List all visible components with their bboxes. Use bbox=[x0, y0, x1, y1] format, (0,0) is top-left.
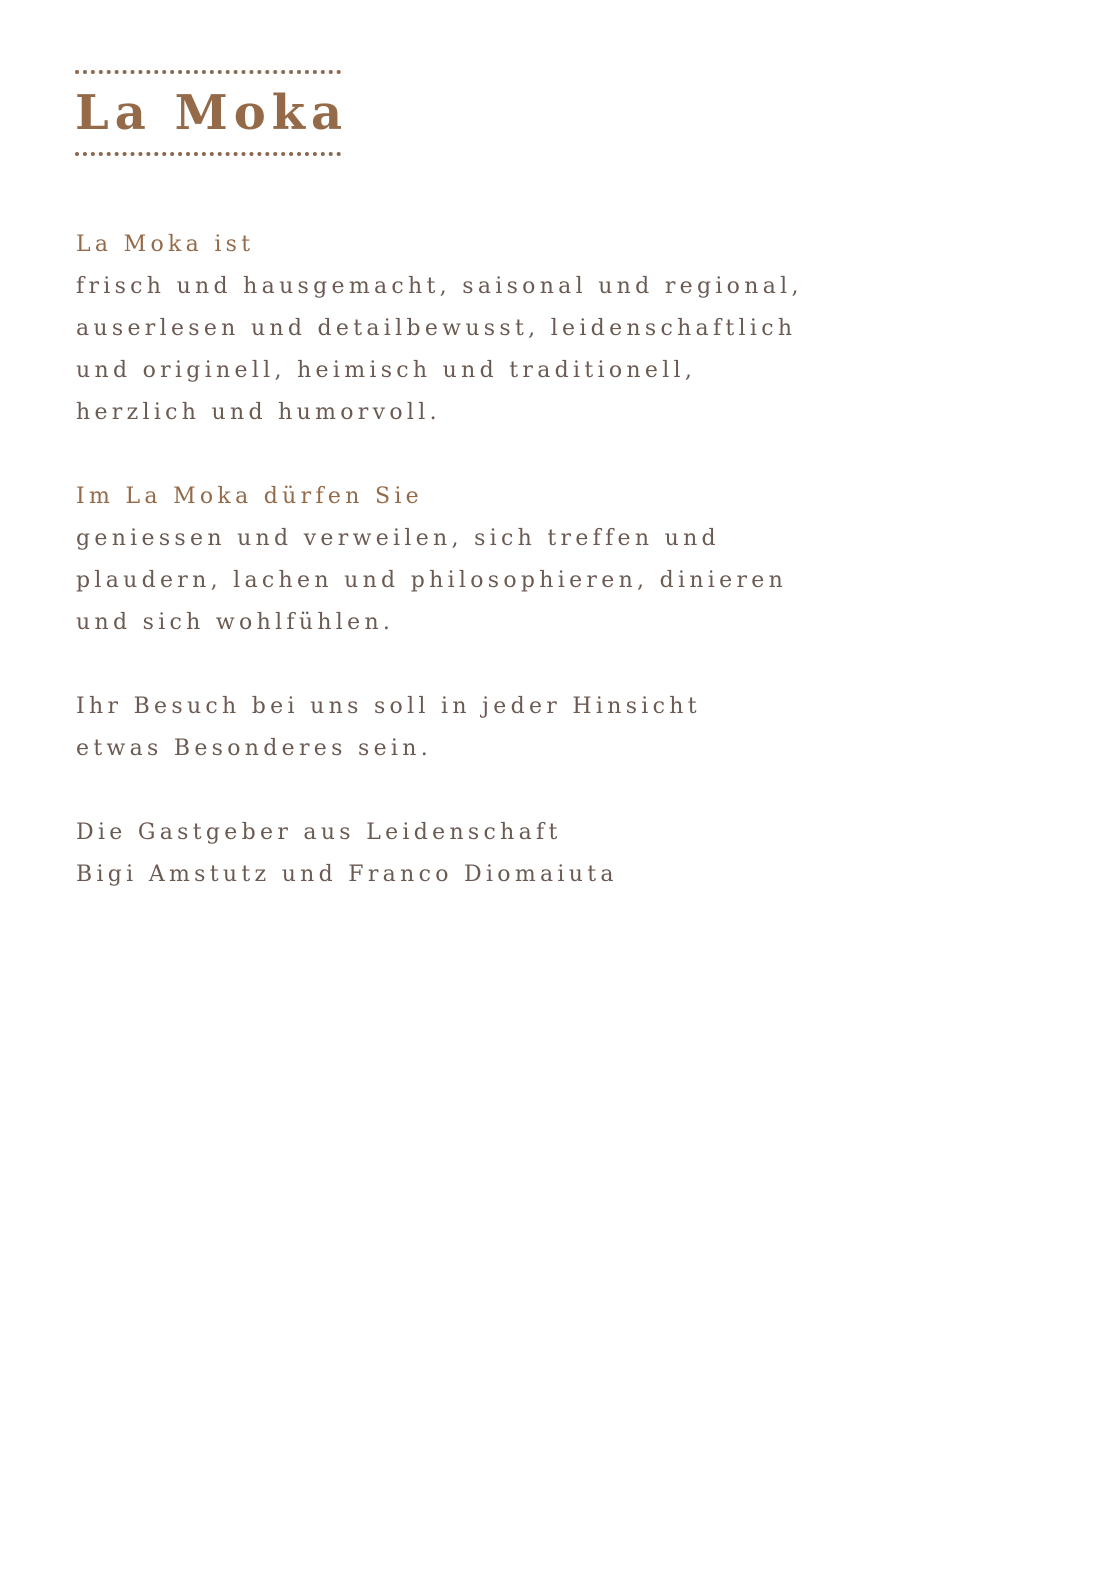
text-line: auserlesen und detailbewusst, leidenschaftlich bbox=[76, 316, 797, 341]
text-line: und sich wohlfühlen. bbox=[76, 610, 395, 635]
paragraph-besuch bbox=[76, 686, 1076, 770]
text-line: herzlich und humorvoll. bbox=[76, 400, 441, 425]
paragraph-heading: La Moka ist bbox=[76, 232, 255, 257]
text-line: Ihr Besuch bei uns soll in jeder Hinsicht bbox=[76, 694, 701, 719]
paragraph-im-la-moka bbox=[76, 476, 1076, 644]
text-line: geniessen und verweilen, sich treffen und bbox=[76, 526, 720, 551]
bottom-dotted-rule bbox=[75, 152, 341, 156]
signature-line: Die Gastgeber aus Leidenschaft bbox=[76, 820, 562, 845]
text-line: frisch und hausgemacht, saisonal und regional, bbox=[76, 274, 803, 299]
paragraph-la-moka-ist bbox=[76, 224, 1076, 434]
intro-text bbox=[76, 224, 1076, 938]
paragraph-heading: Im La Moka dürfen Sie bbox=[76, 484, 423, 509]
signature-names: Bigi Amstutz und Franco Diomaiuta bbox=[76, 862, 618, 887]
paragraph-signature bbox=[76, 812, 1076, 896]
text-line: etwas Besonderes sein. bbox=[76, 736, 433, 761]
page-title: La Moka bbox=[75, 85, 349, 141]
title-block bbox=[75, 70, 349, 156]
text-line: und originell, heimisch und traditionell, bbox=[76, 358, 697, 383]
text-line: plaudern, lachen und philosophieren, dinieren bbox=[76, 568, 788, 593]
